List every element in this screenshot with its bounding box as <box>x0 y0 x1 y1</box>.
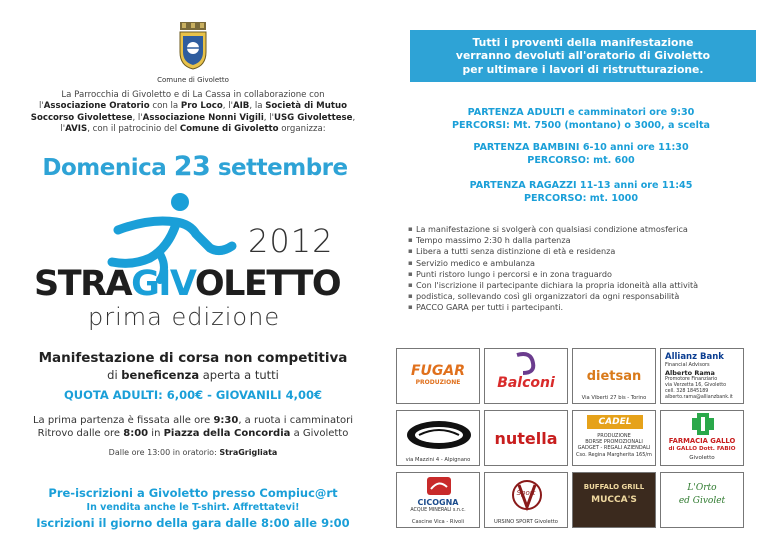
sponsor-nutella: nutella <box>484 410 568 466</box>
list-item: ▪ Punti ristoro lungo i percorsi e in zona traguardo <box>408 269 758 280</box>
coat-of-arms-icon <box>176 22 210 70</box>
right-panel <box>394 0 768 543</box>
rules-list <box>408 224 758 314</box>
list-item: ▪ Tempo massimo 2:30 h dalla partenza <box>408 235 758 246</box>
event-year: 2012 <box>248 222 334 260</box>
list-item: ▪ Con l'iscrizione il partecipante dichiara la propria idoneità alla attività <box>408 280 758 291</box>
list-item: ▪ Libera a tutti senza distinzione di età e residenza <box>408 246 758 257</box>
grigliata-line: Dalle ore 13:00 in oratorio: StraGrigliata <box>108 448 278 457</box>
sponsor-vernazza: via Mazzini 4 - Alpignano <box>396 410 480 466</box>
sponsor-orto: L'Orto ed Givolet <box>660 472 744 528</box>
event-date: Domenica 23 settembre <box>42 151 348 182</box>
list-item: ▪ podistica, sollevando così gli organizzatori da ogni responsabilità <box>408 291 758 302</box>
subheading: Manifestazione di corsa non competitiva <box>38 350 348 366</box>
sponsor-dietsan: dietsan Via Viberti 27 bis - Torino <box>572 348 656 404</box>
tshirt-line: In vendita anche le T-shirt. Affrettatevi! <box>86 502 300 513</box>
sponsor-cicogna: CICOGNA ACQUE MINERALI s.n.c. Cascine Vica - Rivoli <box>396 472 480 528</box>
quota-line: QUOTA ADULTI: 6,00€ - GIOVANILI 4,00€ <box>64 388 322 402</box>
iscrizioni-line: Iscrizioni il giorno della gara dalle 8:00 alle 9:00 <box>36 516 350 530</box>
race-ragazzi: PARTENZA RAGAZZI 11-13 anni ore 11:45 PERCORSO: mt. 1000 <box>469 180 693 204</box>
sponsor-ursino: Sport URSINO SPORT Givoletto <box>484 472 568 528</box>
comune-label: Comune di Givoletto <box>157 76 229 84</box>
beneficenza-line: di beneficenza aperta a tutti <box>107 368 279 382</box>
intro-text: La Parrocchia di Givoletto e di La Cassa in collaborazione con l'Associazione Oratorio con la Pro Loco, l'AIB, la Società di Mutuo Soccorso Givolettese, l'Associazione Nonni Vigili, l'USG Givolettese, l'AVIS, con il patrocinio del Comune di Givoletto organizza: <box>30 90 356 135</box>
sponsor-farmacia: FARMACIA GALLO di GALLO Dott. FABIO Givoletto <box>660 410 744 466</box>
sponsor-cadel: CADEL PRODUZIONE BORSE PROMOZIONALI GADGET - REGALI AZIENDALI Cso. Regina Margherita 165/m <box>572 410 656 466</box>
sponsor-allianz: Allianz Bank Financial Advisors Alberto Rama Promotore Finanziario via Verzetta 16, Givoletto cell. 328 1845189 alberto.rama@allianzbank.it <box>660 348 744 404</box>
race-adulti: PARTENZA ADULTI e camminatori ore 9:30 PERCORSI: Mt. 7500 (montano) o 3000, a scelta <box>451 107 711 131</box>
list-item: ▪ PACCO GARA per tutti i partecipanti. <box>408 302 758 313</box>
sponsor-balconi: Balconi <box>484 348 568 404</box>
sponsor-muccas: BUFFALO GRILL MUCCA'S <box>572 472 656 528</box>
partenza-text: La prima partenza è fissata alle ore 9:30, a ruota i camminatori Ritrovo dalle ore 8:00 in Piazza della Concordia a Givoletto <box>32 415 354 440</box>
list-item: ▪ Servizio medico e ambulanza <box>408 258 758 269</box>
proventi-banner: Tutti i proventi della manifestazione verranno devoluti all'oratorio di Givoletto per ultimare i lavori di ristrutturazione. <box>410 30 756 82</box>
edition-label: prima edizione <box>88 303 281 331</box>
list-item: ▪ La manifestazione si svolgerà con qualsiasi condizione atmosferica <box>408 224 758 235</box>
event-logo-text: STRAGIVOLETTO <box>34 264 341 304</box>
sponsor-grid <box>396 348 756 538</box>
race-bambini: PARTENZA BAMBINI 6-10 anni ore 11:30 PERCORSO: mt. 600 <box>473 142 689 166</box>
preiscrizioni-line: Pre-iscrizioni a Givoletto presso Compiuc@rt <box>48 486 338 500</box>
sponsor-fugar: FUGAR PRODUZIONE <box>396 348 480 404</box>
